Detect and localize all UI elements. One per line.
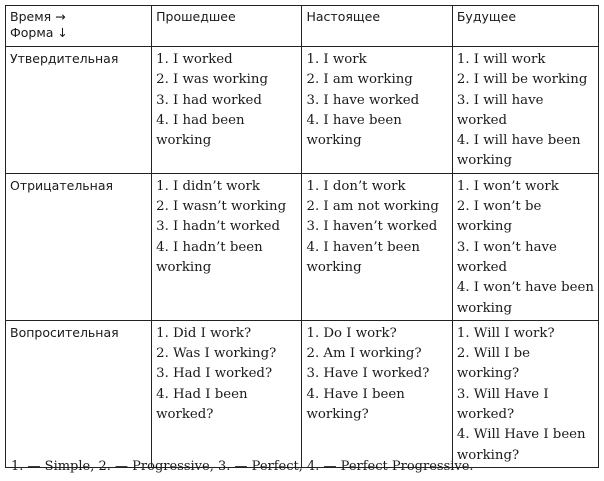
cell-affirmative-present [302, 47, 452, 174]
tense-form: 4. I will have been working [456, 133, 581, 169]
tense-form: 4. I have been working [306, 112, 402, 149]
tense-form: 3. I will have worked [456, 92, 544, 128]
tense-form: 4. I won’t have been working [456, 280, 594, 316]
tense-form: 2. I won’t be working [456, 199, 542, 235]
tense-form: 3. I have worked [306, 92, 420, 108]
tense-form: 3. Will Have I worked? [456, 386, 549, 423]
table-row-interrogative [6, 320, 599, 467]
corner-time-label: Время → [10, 9, 66, 24]
corner-header [6, 6, 152, 47]
tense-form: 2. I am working [306, 72, 413, 88]
tense-form: 3. I won’t have worked [456, 239, 557, 275]
cell-negative-past [152, 173, 302, 320]
tense-form: 2. I wasn’t working [156, 199, 287, 215]
tense-form: 4. I had been working [156, 112, 245, 149]
tense-form: 1. Did I work? [156, 325, 252, 341]
header-row [6, 6, 599, 47]
column-header-present: Настоящее [302, 6, 452, 47]
tense-form: 1. Will I work? [456, 325, 555, 341]
tense-form: 2. I am not working [306, 199, 439, 215]
row-label-affirmative: Утвердительная [6, 47, 152, 174]
cell-interrogative-future [452, 320, 598, 467]
tense-form: 2. I was working [156, 72, 268, 88]
tense-form: 2. I will be working [456, 72, 588, 88]
cell-negative-present [302, 173, 452, 320]
tense-form: 1. I worked [156, 52, 233, 67]
tense-form: 1. Do I work? [306, 325, 397, 341]
tense-form: 1. I don’t work [306, 178, 406, 194]
table-row-affirmative [6, 47, 599, 174]
tenses-table [5, 5, 599, 468]
tense-form: 1. I work [306, 52, 367, 67]
tense-form: 2. Was I working? [156, 346, 277, 362]
row-label-interrogative: Вопросительная [6, 320, 152, 467]
tense-form: 3. Had I worked? [156, 366, 273, 382]
column-header-future: Будущее [452, 6, 598, 47]
footnote: 1. — Simple, 2. — Progressive, 3. — Perfect, 4. — Perfect Progressive. [11, 459, 474, 474]
tense-form: 4. Have I been working? [306, 386, 405, 423]
tense-form: 2. Will I be working? [456, 346, 531, 382]
tense-form: 3. Have I worked? [306, 366, 430, 382]
tense-form: 3. I haven’t worked [306, 219, 438, 235]
tense-form: 1. I won’t work [456, 178, 559, 194]
row-label-negative: Отрицательная [6, 173, 152, 320]
tense-form: 4. Had I been worked? [156, 386, 248, 423]
cell-negative-future [452, 173, 598, 320]
column-header-past: Прошедшее [152, 6, 302, 47]
tense-form: 1. I didn’t work [156, 178, 260, 194]
cell-interrogative-present [302, 320, 452, 467]
cell-interrogative-past [152, 320, 302, 467]
tense-form: 1. I will work [456, 52, 546, 67]
tense-form: 4. Will Have I been working? [456, 427, 586, 463]
corner-form-label: Форма ↓ [10, 25, 68, 40]
tense-form: 4. I haven’t been working [306, 239, 420, 275]
cell-affirmative-past [152, 47, 302, 174]
tense-form: 3. I had worked [156, 92, 262, 108]
tense-form: 2. Am I working? [306, 346, 422, 362]
tense-form: 4. I hadn’t been working [156, 239, 263, 275]
table-row-negative [6, 173, 599, 320]
cell-affirmative-future [452, 47, 598, 174]
tense-form: 3. I hadn’t worked [156, 219, 281, 235]
